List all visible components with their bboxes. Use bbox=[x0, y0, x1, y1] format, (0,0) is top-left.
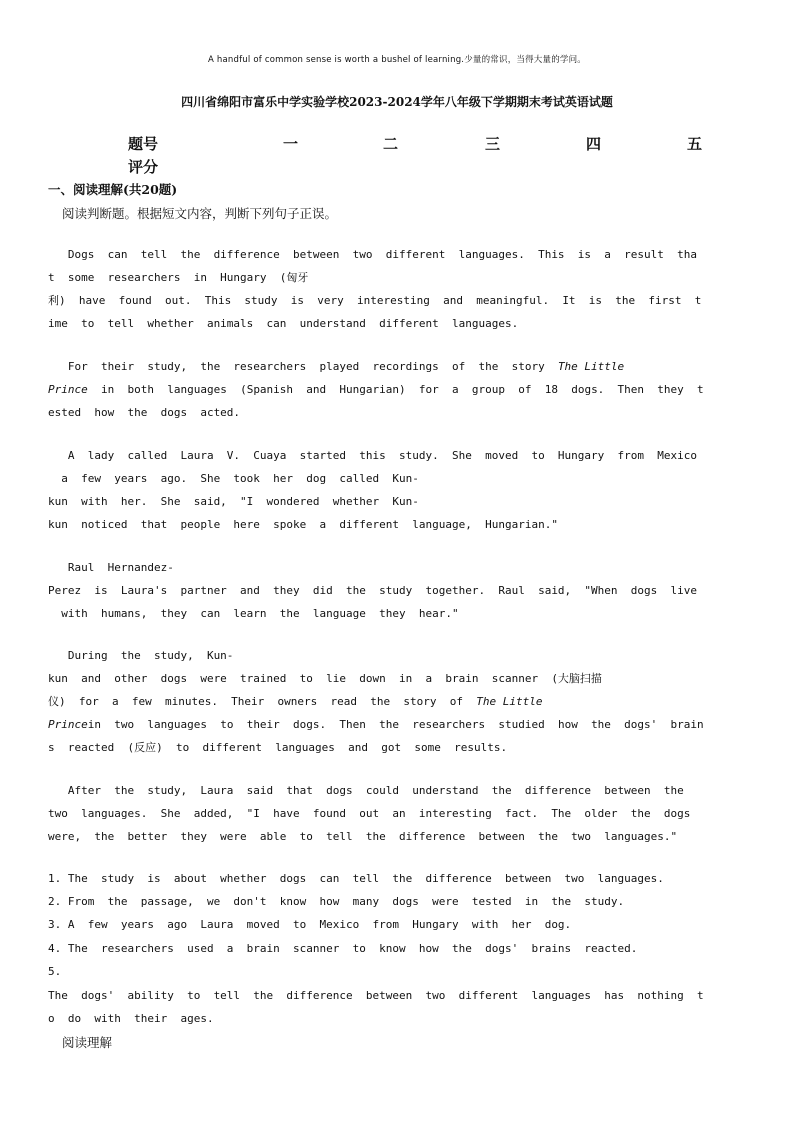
score-table-score-label: 评分 bbox=[128, 158, 159, 176]
score-table-row-label: 题号 bbox=[128, 135, 159, 153]
passage-line: a few years ago. She took her dog called Kun- bbox=[48, 472, 419, 485]
question-5-text: The dogs' ability to tell the difference between two different languages has nothing t bbox=[48, 989, 704, 1002]
passage-line: Perez is Laura's partner and they did the study together. Raul said, "When dogs live bbox=[48, 584, 698, 597]
question-3: 3. A few years ago Laura moved to Mexico from Hungary with her dog. bbox=[48, 918, 572, 931]
question-4: 4. The researchers used a brain scanner to know how the dogs' brains reacted. bbox=[48, 942, 638, 955]
passage-line: ime to tell whether animals can understand different languages. bbox=[48, 317, 519, 330]
passage-line: s reacted (反应) to different languages and got some results. bbox=[48, 741, 508, 754]
passage-line: kun and other dogs were trained to lie down in a brain scanner (大脑扫描 bbox=[48, 672, 602, 685]
passage-line bbox=[48, 355, 624, 378]
question-2: 2. From the passage, we don't know how many dogs were tested in the study. bbox=[48, 895, 625, 908]
next-section-label: 阅读理解 bbox=[62, 1035, 113, 1050]
passage-line bbox=[48, 378, 704, 401]
passage-text: in two languages to their dogs. Then the researchers studied how the dogs' brain bbox=[87, 718, 704, 731]
passage-line bbox=[48, 713, 704, 736]
page-title: 四川省绵阳市富乐中学实验学校2023-2024学年八年级下学期期末考试英语试题 bbox=[181, 95, 613, 109]
question-5-number: 5. bbox=[48, 965, 62, 978]
question-1: 1. The study is about whether dogs can tell the difference between two languages. bbox=[48, 872, 664, 885]
passage-text: For their study, the researchers played recordings of the story bbox=[48, 360, 558, 373]
passage-line: two languages. She added, "I have found out an interesting fact. The older the dogs bbox=[48, 807, 691, 820]
book-title: The Little bbox=[557, 360, 625, 373]
passage-line: Raul Hernandez- bbox=[48, 561, 174, 574]
score-table-col-2: 二 bbox=[383, 135, 399, 153]
score-table-col-4: 四 bbox=[586, 135, 602, 153]
passage-line: 利) have found out. This study is very interesting and meaningful. It is the first t bbox=[48, 294, 702, 307]
passage-text: 仪) for a few minutes. Their owners read the story of bbox=[48, 695, 477, 708]
score-table-col-5: 五 bbox=[687, 135, 703, 153]
passage-line: kun with her. She said, "I wondered whether Kun- bbox=[48, 495, 419, 508]
passage-line bbox=[48, 690, 542, 713]
section-instruction: 阅读判断题。根据短文内容，判断下列句子正误。 bbox=[62, 206, 338, 221]
passage-line: with humans, they can learn the language they hear." bbox=[48, 607, 459, 620]
score-table-col-3: 三 bbox=[485, 135, 501, 153]
section-heading: 一、阅读理解(共20题) bbox=[48, 182, 178, 197]
passage-line: kun noticed that people here spoke a different language, Hungarian." bbox=[48, 518, 558, 531]
header-quote: A handful of common sense is worth a bushel of learning.少量的常识，当得大量的学问。 bbox=[208, 55, 586, 65]
passage-text: in both languages (Spanish and Hungarian) for a group of 18 dogs. Then they t bbox=[87, 383, 704, 396]
passage-line: During the study, Kun- bbox=[48, 649, 234, 662]
passage-line: t some researchers in Hungary (匈牙 bbox=[48, 271, 309, 284]
passage-line: A lady called Laura V. Cuaya started this study. She moved to Hungary from Mexico bbox=[48, 449, 698, 462]
book-title: Prince bbox=[48, 383, 88, 396]
question-5-text-cont: o do with their ages. bbox=[48, 1012, 214, 1025]
book-title: The Little bbox=[476, 695, 543, 708]
book-title: Prince bbox=[48, 718, 88, 731]
passage-line: were, the better they were able to tell the difference between the two languages." bbox=[48, 830, 678, 843]
score-table-col-1: 一 bbox=[283, 135, 299, 153]
passage-line: After the study, Laura said that dogs could understand the difference between the bbox=[48, 784, 684, 797]
passage-line: Dogs can tell the difference between two different languages. This is a result tha bbox=[48, 248, 698, 261]
passage-line: ested how the dogs acted. bbox=[48, 406, 241, 419]
